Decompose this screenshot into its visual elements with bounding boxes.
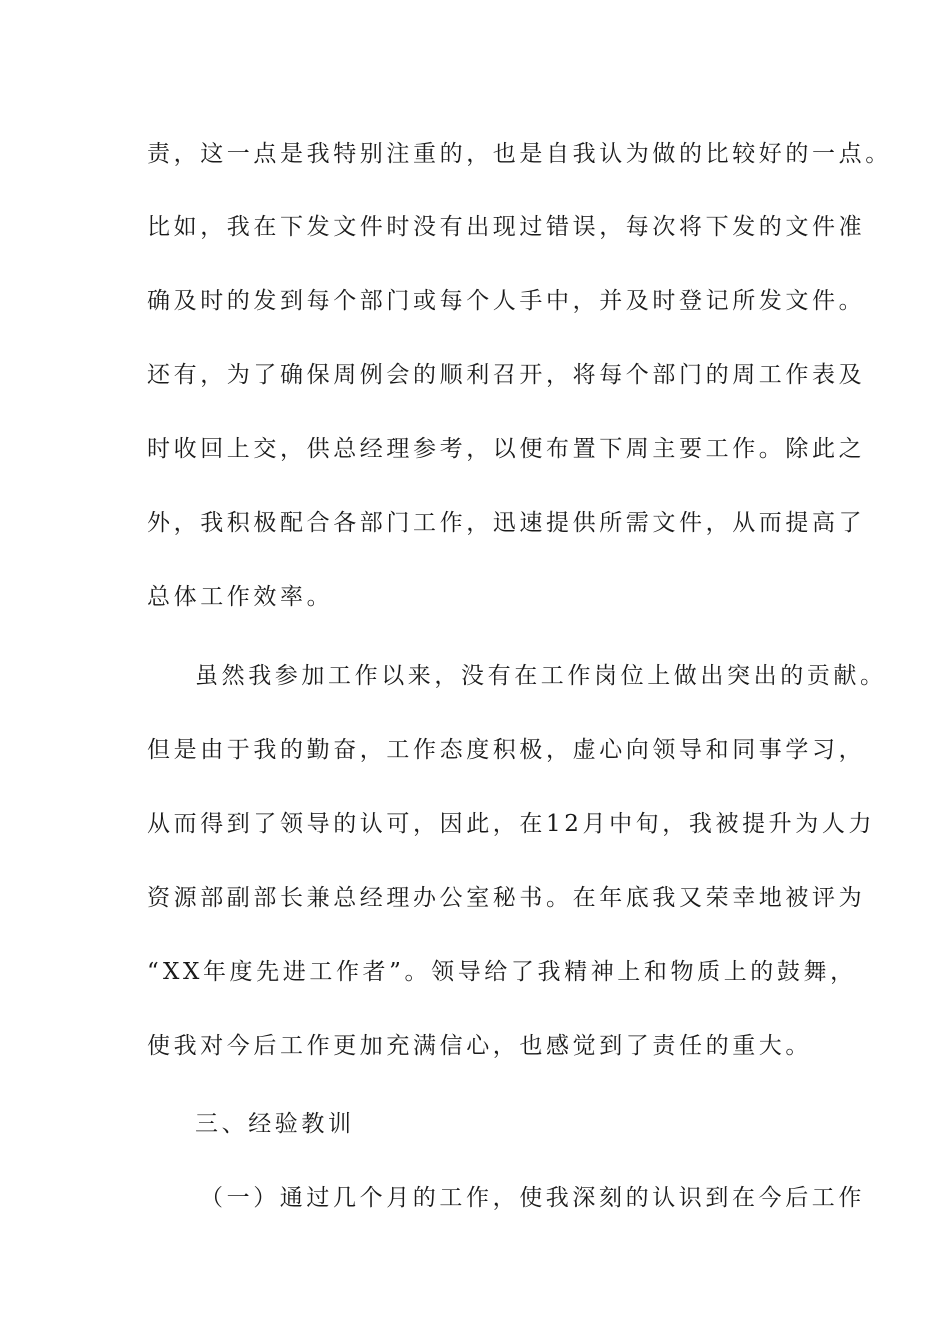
paragraph-line: 但是由于我的勤奋，工作态度积极，虚心向领导和同事学习， <box>147 737 866 763</box>
paragraph-line: 外，我积极配合各部门工作，迅速提供所需文件，从而提高了 <box>147 510 866 536</box>
paragraph-line: 总体工作效率。 <box>147 584 334 610</box>
paragraph-line: “XX年度先进工作者”。领导给了我精神上和物质上的鼓舞， <box>147 959 857 985</box>
paragraph-line: 责，这一点是我特别注重的，也是自我认为做的比较好的一点。 <box>147 141 892 167</box>
paragraph-line: 确及时的发到每个部门或每个人手中，并及时登记所发文件。 <box>147 288 866 314</box>
subsection-line: （一）通过几个月的工作，使我深刻的认识到在今后工作 <box>200 1185 865 1211</box>
paragraph-line: 时收回上交，供总经理参考，以便布置下周主要工作。除此之 <box>147 436 866 462</box>
paragraph-line: 从而得到了领导的认可，因此，在12月中旬，我被提升为人力 <box>147 811 876 837</box>
paragraph-line: 比如，我在下发文件时没有出现过错误，每次将下发的文件准 <box>147 214 866 240</box>
section-heading: 三、经验教训 <box>195 1111 355 1137</box>
paragraph-line-indented: 虽然我参加工作以来，没有在工作岗位上做出突出的贡献。 <box>195 663 887 689</box>
paragraph-line: 使我对今后工作更加充满信心，也感觉到了责任的重大。 <box>147 1033 812 1059</box>
paragraph-line: 资源部副部长兼总经理办公室秘书。在年底我又荣幸地被评为 <box>147 885 866 911</box>
paragraph-line: 还有，为了确保周例会的顺利召开，将每个部门的周工作表及 <box>147 362 866 388</box>
